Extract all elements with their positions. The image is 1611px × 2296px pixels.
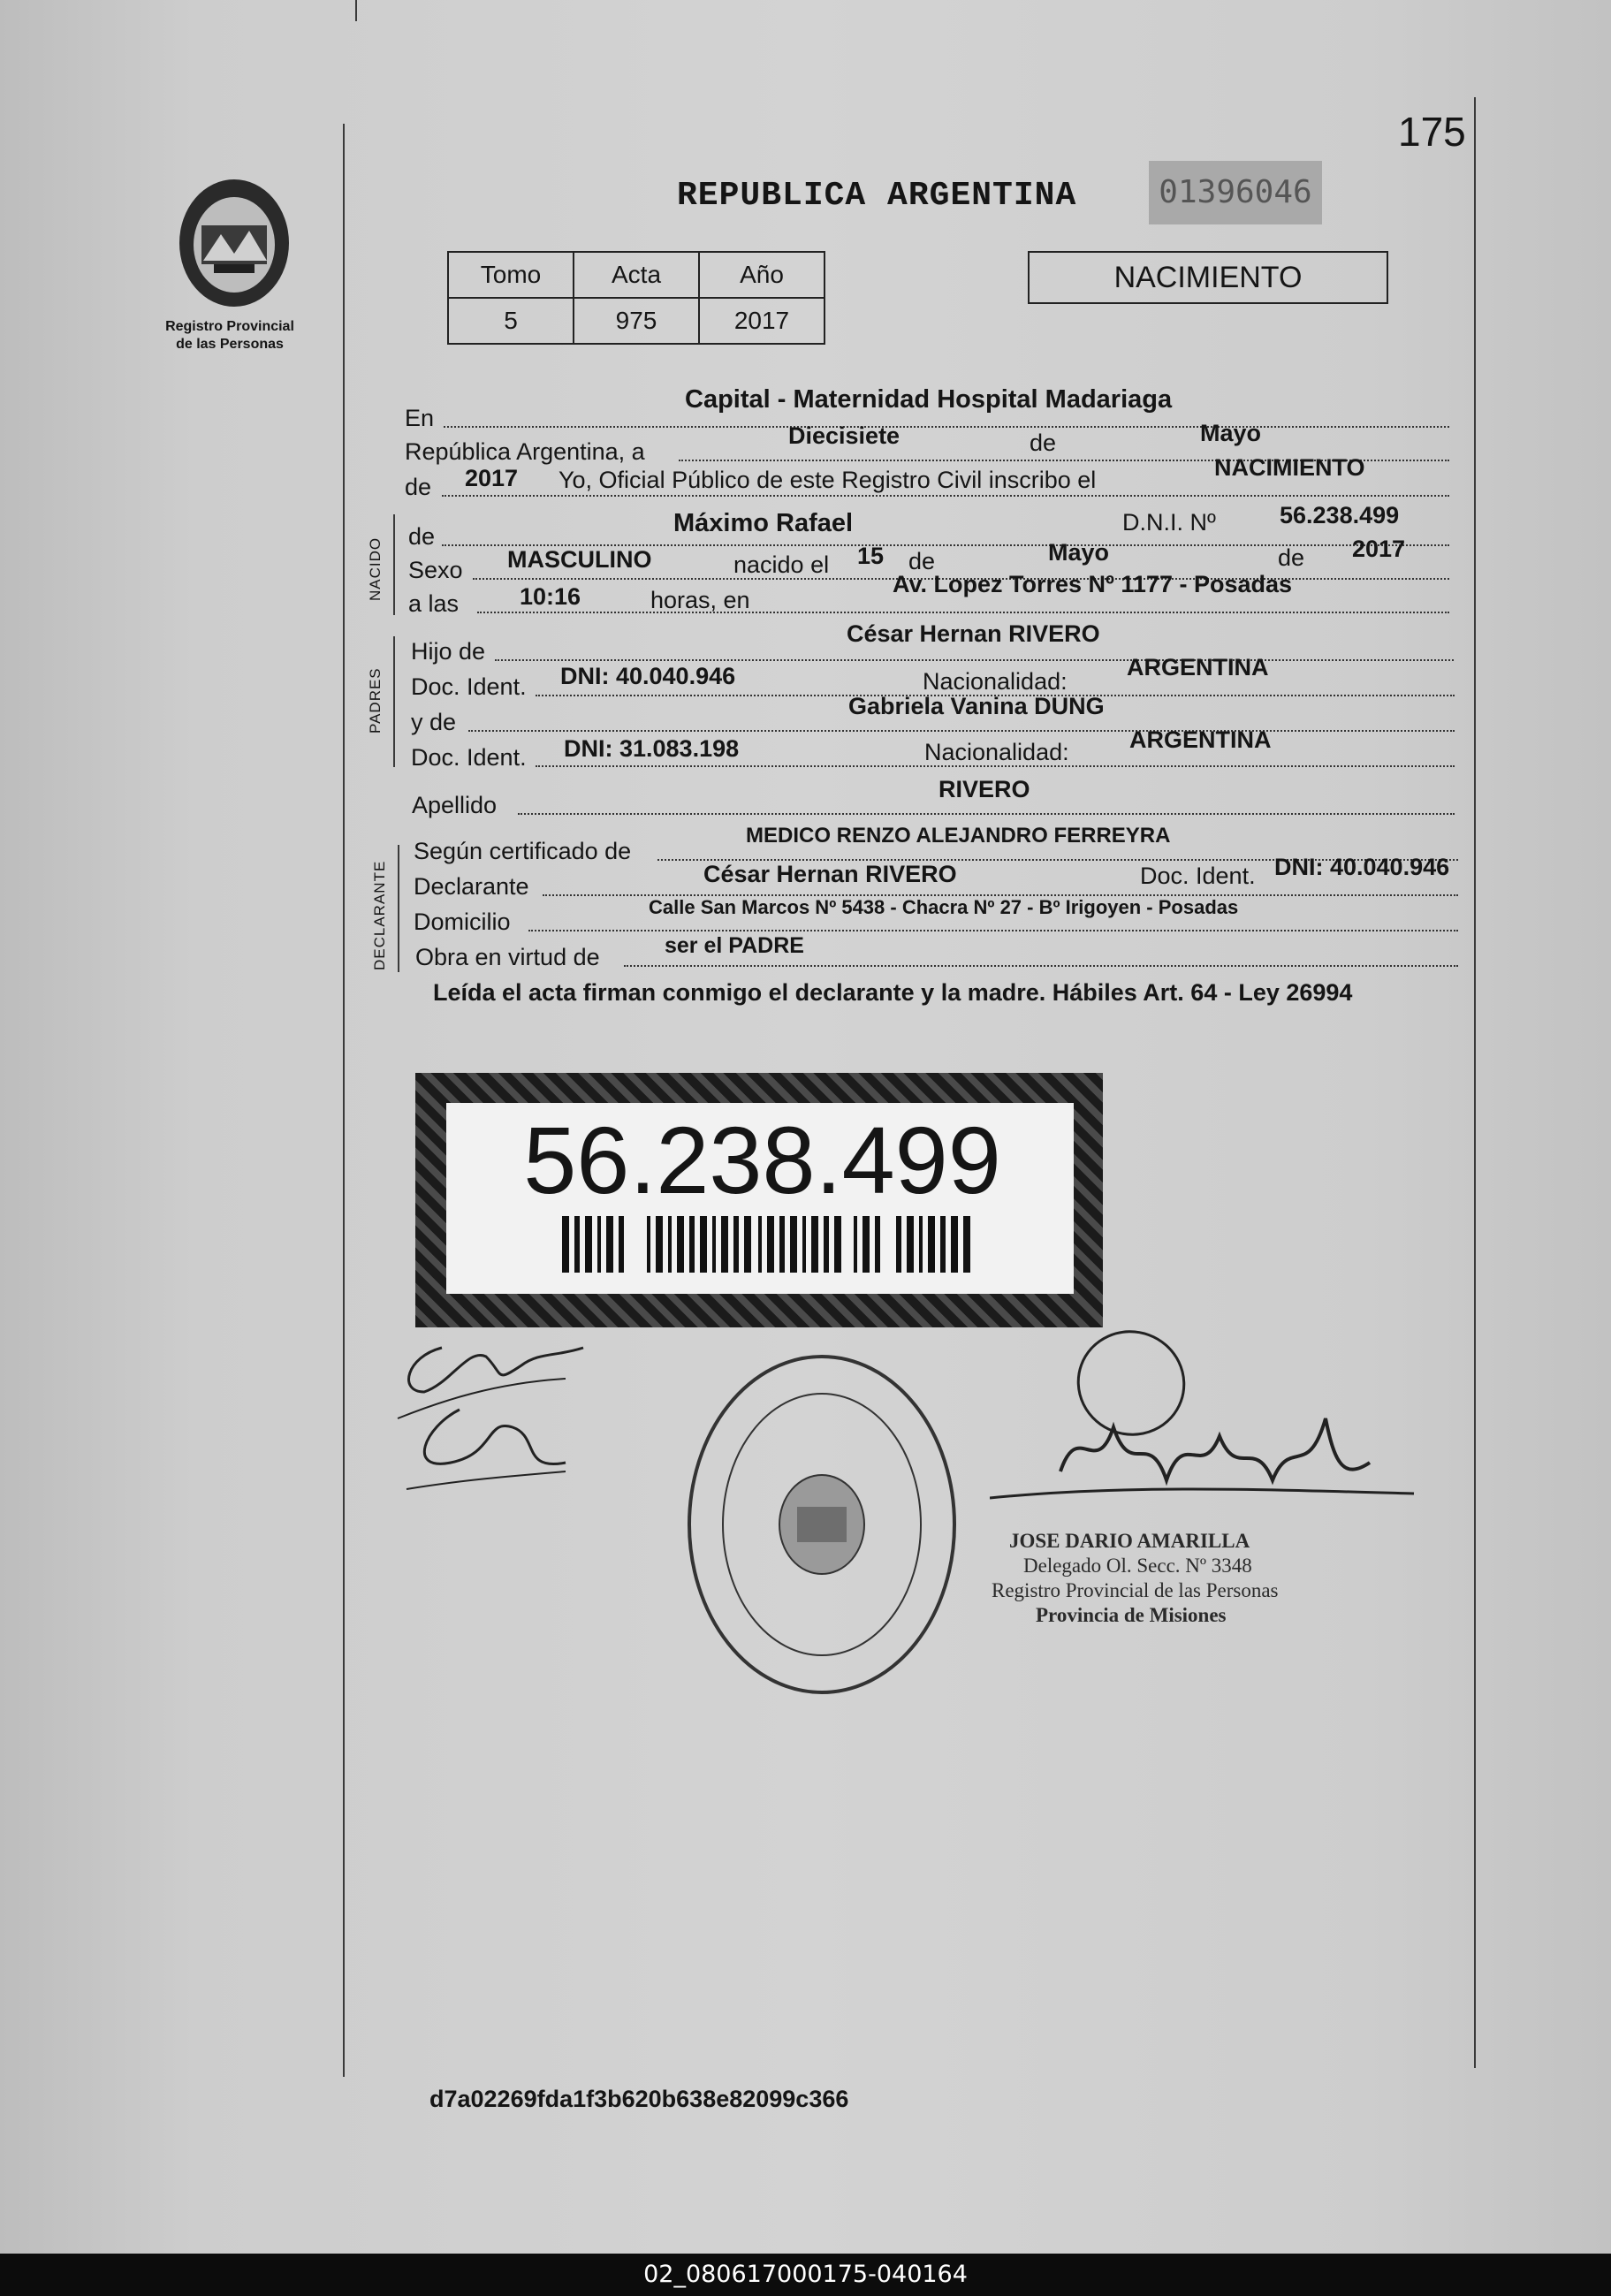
dotted-line (468, 730, 1455, 732)
label-de: de (1030, 430, 1057, 456)
act-type-value: NACIMIENTO (1214, 454, 1365, 481)
footer-id-bar (0, 2254, 1611, 2296)
declarant-value: César Hernan RIVERO (703, 861, 957, 887)
certificate-type-box: NACIMIENTO (1028, 251, 1388, 304)
side-label-nacido: NACIDO (367, 536, 384, 601)
label-hijo-de: Hijo de (411, 638, 486, 665)
month-value: Mayo (1200, 420, 1262, 446)
left-margin-line (343, 124, 345, 2077)
dni-sticker-number: 56.238.499 (523, 1106, 1001, 1213)
label-apellido: Apellido (412, 792, 498, 818)
dotted-line (495, 659, 1454, 661)
label-de: de (408, 523, 436, 550)
father-nationality-value: ARGENTINA (1127, 654, 1269, 680)
dotted-line (518, 813, 1455, 815)
official-name: JOSE DARIO AMARILLA (1009, 1530, 1250, 1552)
birth-year-value: 2017 (1352, 536, 1406, 562)
father-doc-value: DNI: 40.040.946 (560, 663, 736, 689)
mother-name-value: Gabriela Vanina DUNG (848, 693, 1105, 719)
registry-label-line2: de las Personas (176, 337, 284, 352)
label-obra-en-virtud: Obra en virtud de (415, 944, 600, 970)
label-domicilio: Domicilio (414, 909, 511, 935)
mother-doc-value: DNI: 31.083.198 (564, 735, 740, 762)
section-bar-padres (393, 636, 395, 767)
label-en: En (405, 405, 435, 431)
label-de: de (405, 474, 432, 500)
place-value: Capital - Maternidad Hospital Madariaga (685, 385, 1173, 414)
side-label-declarante: DECLARANTE (371, 860, 388, 970)
label-segun-certificado: Según certificado de (414, 838, 632, 864)
registry-label-line1: Registro Provincial (165, 319, 294, 334)
mother-nationality-value: ARGENTINA (1129, 726, 1272, 753)
day-words-value: Diecisiete (788, 422, 900, 449)
serial-number: 01396046 (1149, 161, 1322, 224)
label-horas-en: horas, en (650, 587, 750, 613)
section-bar-nacido (393, 514, 395, 615)
label-doc-ident: Doc. Ident. (411, 673, 527, 700)
father-name-value: César Hernan RIVERO (847, 620, 1100, 647)
official-role: Delegado Ol. Secc. Nº 3348 (1023, 1555, 1252, 1577)
label-nacionalidad: Nacionalidad: (924, 739, 1069, 765)
declarant-doc-value: DNI: 40.040.946 (1274, 854, 1450, 880)
official-seal-icon (680, 1348, 963, 1701)
registry-label (150, 318, 309, 354)
label-de: de (908, 548, 936, 574)
sex-value: MASCULINO (507, 546, 652, 573)
anio-header: Año (699, 252, 824, 298)
barcode-icon (562, 1216, 974, 1273)
label-nacido-el: nacido el (733, 551, 830, 578)
footer-id: 02_080617000175-040164 (643, 2261, 968, 2288)
anio-value: 2017 (699, 298, 824, 344)
record-table (447, 251, 825, 345)
label-a-las: a las (408, 590, 460, 617)
birth-day-value: 15 (857, 543, 885, 569)
section-bar-declarante (398, 845, 399, 972)
dotted-line (528, 930, 1458, 931)
acts-as-value: ser el PADRE (665, 933, 804, 958)
label-nacionalidad: Nacionalidad: (923, 668, 1068, 695)
handwritten-initials-icon (389, 1330, 601, 1498)
page-number: 175 (1398, 109, 1466, 155)
domicile-value: Calle San Marcos Nº 5438 - Chacra Nº 27 - Bº Irigoyen - Posadas (649, 896, 1239, 918)
label-doc-ident: Doc. Ident. (411, 744, 527, 771)
child-name-value: Máximo Rafael (673, 509, 854, 537)
official-stamp-block (992, 1529, 1279, 1628)
closing-text: Leída el acta firman conmigo el declarante y la madre. Hábiles Art. 64 - Ley 26994 (433, 979, 1353, 1006)
record-table-header (448, 252, 824, 298)
tomo-header: Tomo (448, 252, 574, 298)
label-doc-ident: Doc. Ident. (1140, 863, 1256, 889)
label-declarante: Declarante (414, 873, 529, 900)
label-de: de (1278, 544, 1305, 571)
dotted-line (624, 965, 1458, 967)
surname-value: RIVERO (938, 776, 1030, 802)
tomo-value: 5 (448, 298, 574, 344)
label-republica: República Argentina, a (405, 438, 645, 465)
year-value: 2017 (465, 465, 519, 491)
top-tick (355, 0, 357, 21)
record-table-values (448, 298, 824, 344)
birth-time-value: 10:16 (520, 583, 581, 610)
misiones-logo-icon (168, 172, 300, 314)
dotted-line (477, 612, 1449, 613)
label-sexo: Sexo (408, 557, 463, 583)
dotted-line (442, 495, 1449, 497)
label-y-de: y de (411, 709, 457, 735)
side-label-padres: PADRES (367, 667, 384, 734)
certificate-by-value: MEDICO RENZO ALEJANDRO FERREYRA (746, 824, 1171, 848)
child-dni-value: 56.238.499 (1280, 502, 1400, 528)
document-hash: d7a02269fda1f3b620b638e82099c366 (429, 2086, 849, 2112)
birth-month-value: Mayo (1048, 539, 1110, 566)
official-office: Registro Provincial de las Personas (992, 1579, 1279, 1601)
acta-value: 975 (574, 298, 699, 344)
label-yo-oficial: Yo, Oficial Público de este Registro Civil inscribo el (559, 467, 1097, 493)
official-province: Provincia de Misiones (1036, 1604, 1227, 1626)
birth-address-value: Av. Lopez Torres Nº 1177 - Posadas (893, 571, 1293, 597)
label-dni-no: D.N.I. Nº (1122, 509, 1216, 536)
right-margin-line (1474, 97, 1476, 2068)
dotted-line (444, 426, 1449, 428)
acta-header: Acta (574, 252, 699, 298)
document-title: REPUBLICA ARGENTINA (677, 177, 1077, 215)
